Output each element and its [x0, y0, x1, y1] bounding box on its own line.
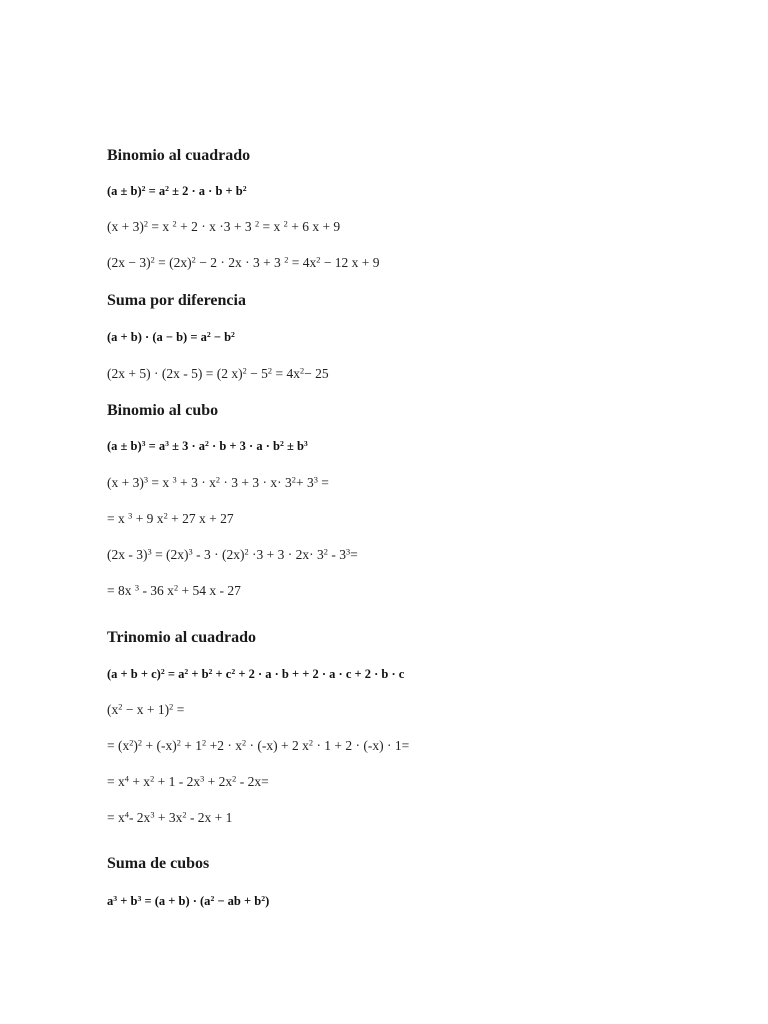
section-heading: Suma de cubos — [107, 855, 210, 872]
exponent: 2 — [191, 255, 196, 265]
section-heading: Trinomio al cuadrado — [107, 629, 257, 646]
formula: $(a + b) \cdot (a - b) = a^2 - b^2$ — [107, 329, 235, 344]
example-line: $(2x - 3)^2 = (2x)^2 - 2 \cdot 2x \cdot 3 + 3$ $^2 = 4x^2 - 12$ x + 9 — [107, 255, 380, 270]
exponent: 2 — [283, 219, 288, 229]
exponent: 2 — [118, 702, 123, 712]
formula: $(a \pm b)^3 = a^3 \pm 3 \cdot a^2 \cdot b + 3 \cdot a \cdot b^2 \pm b^3$ — [107, 438, 308, 453]
exponent: 2 — [205, 438, 209, 448]
exponent: 2 — [215, 475, 221, 485]
exponent: 3 — [150, 810, 155, 820]
exponent: 2 — [208, 666, 213, 676]
exponent: 2 — [202, 738, 207, 748]
section-heading: Binomio al cuadrado — [107, 147, 251, 164]
exponent: 2 — [150, 255, 155, 265]
section-heading: Suma por diferencia — [107, 292, 246, 309]
exponent: 4 — [124, 810, 129, 820]
exponent: 2 — [242, 366, 247, 376]
exponent: 2 — [206, 329, 211, 339]
exponent: 2 — [163, 511, 168, 521]
exponent: 2 — [279, 438, 284, 448]
exponent: 2 — [165, 183, 170, 193]
exponent: 3 — [134, 583, 140, 593]
exponent: 2 — [316, 255, 321, 265]
exponent: 2 — [267, 366, 273, 376]
example-line: $(2x - 3)^3 = (2x)^3 - 3 \cdot (2x)^2 \cdot 3 + 3 \cdot 2x\cdot 3^2 - 3^3=$ — [107, 547, 358, 562]
exponent: 2 — [231, 329, 235, 339]
exponent: 3 — [137, 893, 142, 903]
exponent: 2 — [169, 702, 174, 712]
section-heading: Binomio al cubo — [107, 402, 219, 419]
exponent: 4 — [124, 774, 129, 784]
example-line: = $x^4-$ $2x^3 + 3x^2 - 2x + 1$ — [107, 810, 233, 825]
exponent: 3 — [303, 438, 308, 448]
exponent: 2 — [182, 810, 187, 820]
exponent: 2 — [284, 255, 289, 265]
exponent: 2 — [231, 666, 236, 676]
exponent: 2 — [261, 893, 266, 903]
exponent: 3 — [165, 438, 170, 448]
exponent: 3 — [128, 511, 133, 521]
example-line: $(x + 3)^3 = x$ $^3 + 3 \cdot x^2 \cdot 3 + 3 \cdot x\cdot 3^2+ 3^3$ = — [107, 475, 329, 490]
exponent: 2 — [176, 738, 181, 748]
exponent: 2 — [160, 666, 165, 676]
exponent: 2 — [291, 475, 296, 485]
example-line: = x $^3$ + 9 $x^2 + 27$ x + 27 — [107, 511, 234, 526]
example-line: $(x + 3)^2 = x$ $^2$ + 2 · x ·3 + 3 $^2$ = x $^2$ + 6 x + 9 — [107, 219, 341, 234]
exponent: 2 — [210, 893, 215, 903]
exponent: 2 — [299, 366, 305, 376]
exponent: 2 — [137, 738, 143, 748]
exponent: 3 — [188, 547, 193, 557]
exponent: 3 — [345, 547, 351, 557]
exponent: 2 — [129, 738, 134, 748]
exponent: 2 — [173, 583, 179, 593]
example-line: = $x^4 + x^2 + 1 - 2x^3 + 2x^2 - 2x=$ — [107, 774, 269, 789]
exponent: 2 — [172, 219, 177, 229]
exponent: 3 — [200, 774, 205, 784]
exponent: 2 — [150, 774, 155, 784]
formula: $(a \pm b)^2 = a^2 \pm 2 \cdot a \cdot b + b^2$ — [107, 183, 247, 198]
formula: $a^3 + b^3 = (a + b) \cdot (a^2$ − ab + $b^2$) — [107, 893, 270, 908]
exponent: 2 — [308, 738, 314, 748]
exponent: 3 — [147, 547, 152, 557]
exponent: 3 — [141, 438, 146, 448]
example-line: = $(x^2)^2 + (-x)^2 + 1^2 +2 \cdot x^2 \cdot (-x) + 2$ $x^2 \cdot 1 + 2 \cdot (-x) \cdot 1=$ — [107, 738, 410, 753]
exponent: 2 — [141, 183, 146, 193]
exponent: 2 — [242, 183, 247, 193]
exponent: 3 — [172, 475, 177, 485]
exponent: 3 — [143, 475, 149, 485]
example-line: $(x^2 - x + 1)^2$ = — [107, 702, 185, 717]
exponent: 2 — [184, 666, 189, 676]
exponent: 3 — [113, 893, 118, 903]
example-line: (2x + 5) · (2x - 5) = (2 $x)^2 - 5^2 = 4x^2- 25$ — [107, 366, 329, 381]
exponent: 2 — [254, 219, 260, 229]
exponent: 2 — [323, 547, 328, 557]
exponent: 2 — [241, 738, 247, 748]
exponent: 2 — [244, 547, 249, 557]
formula: $(a + b + c)^2 = a^2 + b^2 + c^2 + 2 \cdot a \cdot b$ + + 2 · a · c + 2 · b · c — [107, 666, 405, 681]
exponent: 2 — [143, 219, 149, 229]
example-line: = 8x $^3$ - 36 $x^2 + 54$ x - 27 — [107, 583, 241, 598]
exponent: 2 — [232, 774, 237, 784]
exponent: 3 — [313, 475, 318, 485]
